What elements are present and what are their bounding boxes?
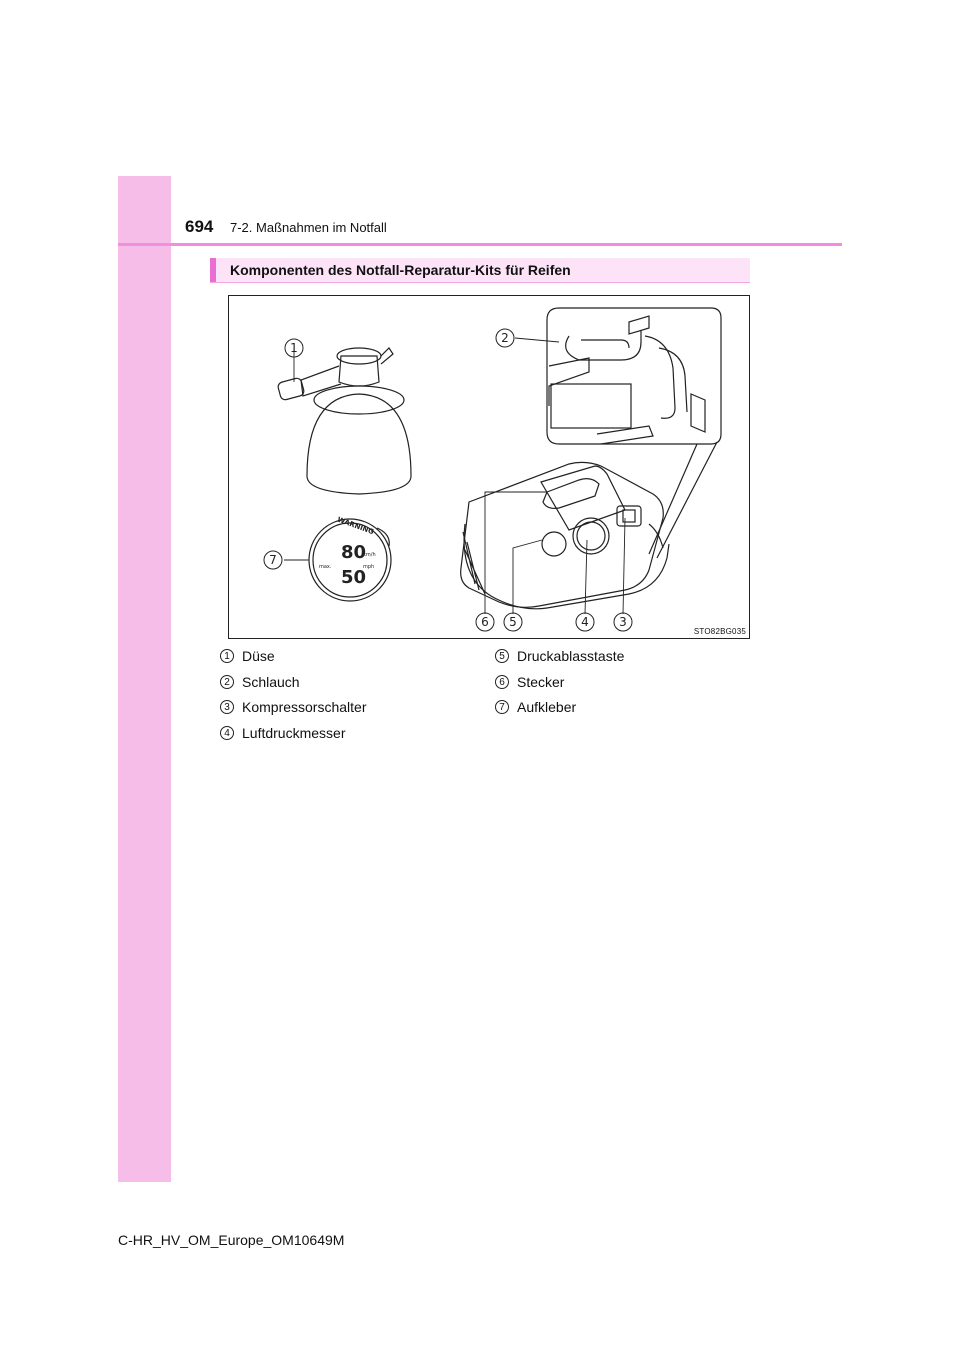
legend-item-sticker <box>495 698 576 716</box>
legend-label: Luftdruckmesser <box>242 725 346 741</box>
page-number: 694 <box>185 217 214 236</box>
legend-number: 1 <box>220 649 234 663</box>
legend-label: Kompressorschalter <box>242 699 367 715</box>
sticker-warning: WARNING <box>336 515 375 537</box>
callout-leaders <box>284 338 625 614</box>
callout-4: 4 <box>581 615 589 629</box>
legend-item-pressure-gauge <box>220 724 345 742</box>
legend-number: 6 <box>495 675 509 689</box>
callout-5: 5 <box>509 615 517 629</box>
sticker-max: max. <box>319 564 332 570</box>
legend-label: Stecker <box>517 674 565 690</box>
legend-label: Düse <box>242 648 275 664</box>
legend-item-pressure-release <box>495 647 624 665</box>
sticker-mph: 50 <box>341 567 367 588</box>
callout-2: 2 <box>501 331 509 345</box>
legend-item-hose <box>220 673 300 691</box>
section-title: Komponenten des Notfall-Reparatur-Kits für Reifen <box>230 262 571 278</box>
kit-illustration <box>228 295 750 639</box>
legend-label: Druckablasstaste <box>517 648 625 664</box>
legend-label: Aufkleber <box>517 699 577 715</box>
header-rule <box>118 243 842 246</box>
legend-label: Schlauch <box>242 674 300 690</box>
kit-drawing <box>229 296 751 640</box>
legend-number: 2 <box>220 675 234 689</box>
side-tab <box>118 176 171 1182</box>
legend-item-compressor-switch <box>220 698 367 716</box>
sticker-unit-kmh: km/h <box>363 552 376 558</box>
callout-3: 3 <box>619 615 627 629</box>
figure-code: STO82BG035 <box>693 627 746 636</box>
compressor <box>461 462 669 608</box>
sticker-kmh: 80 <box>341 542 367 563</box>
legend-number: 4 <box>220 726 234 740</box>
callout-1: 1 <box>290 341 298 355</box>
hose-inset <box>547 308 721 558</box>
legend-number: 5 <box>495 649 509 663</box>
chapter-title: 7-2. Maßnahmen im Notfall <box>230 220 387 235</box>
document-id: C-HR_HV_OM_Europe_OM10649M <box>118 1232 345 1248</box>
callout-circles <box>264 329 632 631</box>
callout-6: 6 <box>481 615 489 629</box>
legend-item-plug <box>495 673 564 691</box>
legend-number: 3 <box>220 700 234 714</box>
sealant-bottle <box>277 348 411 494</box>
section-accent <box>210 258 216 282</box>
callout-7: 7 <box>269 553 277 567</box>
legend-item-nozzle <box>220 647 275 665</box>
legend-number: 7 <box>495 700 509 714</box>
section-header <box>210 258 750 283</box>
sticker-unit-mph: mph <box>363 564 375 570</box>
